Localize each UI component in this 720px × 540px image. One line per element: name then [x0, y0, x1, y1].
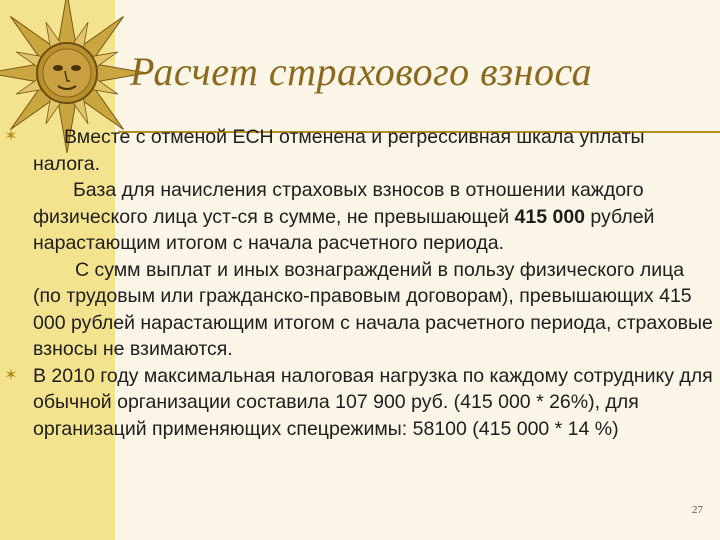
- paragraph-exempt: [33, 257, 713, 363]
- paragraph-2010-text: В 2010 году максимальная налоговая нагрузка по каждому сотруднику для обычной организации составила 107 900 руб. (415 000 * 26%), для организаций применяющих спецрежимы: 58100 (415 000 * 14 %): [33, 364, 713, 440]
- page-number: 27: [692, 504, 703, 516]
- paragraph-esn-text: Вместе с отменой ЕСН отменена и регрессивная шкала уплаты налога.: [33, 126, 645, 175]
- paragraph-esn: [4, 124, 713, 177]
- paragraph-base-text-after: рублей нарастающим итогом с начала расчетного периода.: [33, 205, 655, 254]
- star-bullet-icon: ✶: [4, 128, 18, 145]
- paragraph-base: [33, 177, 713, 257]
- slide-title: Расчет страхового взноса: [130, 49, 593, 94]
- paragraph-2010: [4, 363, 713, 443]
- paragraph-base-text-before: База для начисления страховых взносов в отношении каждого физического лица уст-ся в сумме, не превышающей: [33, 179, 644, 228]
- star-bullet-icon: ✶: [4, 366, 18, 384]
- paragraph-exempt-text: С сумм выплат и иных вознаграждений в пользу физического лица (по трудовым или гражданско-правовым договорам), превышающих 415 000 рублей нарастающим итогом с начала расчетного периода, страховые взносы не взимаются.: [33, 258, 713, 360]
- paragraph-base-amount: 415 000: [514, 205, 586, 228]
- slide-body: [4, 124, 713, 442]
